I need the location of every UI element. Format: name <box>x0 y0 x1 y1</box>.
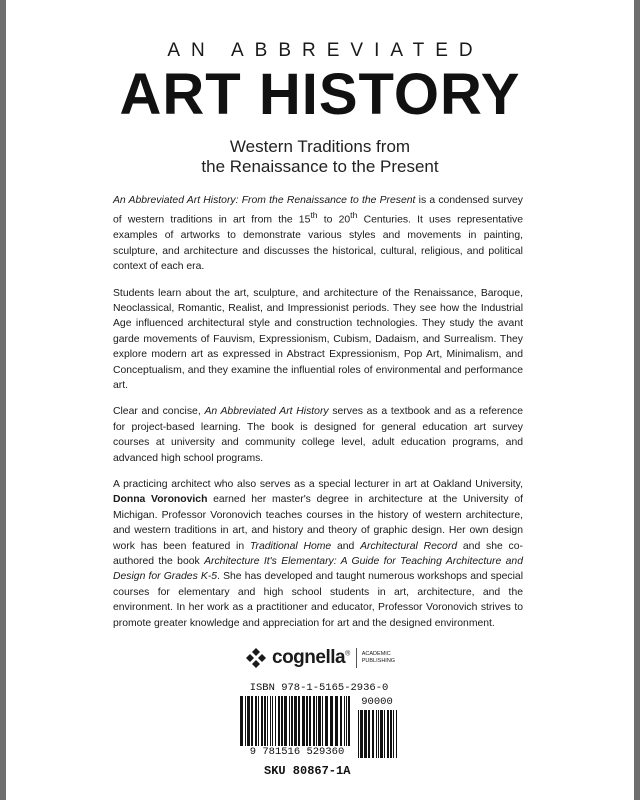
text-run: A practicing architect who also serves as a special lecturer in art at Oakland University, <box>113 478 523 490</box>
registered-mark: ® <box>345 650 350 658</box>
barcode-bar <box>340 696 342 746</box>
isbn-number: ISBN 978-1-5165-2936-0 <box>249 682 389 694</box>
barcode-bar <box>380 710 383 758</box>
text-run: serves as a textbook and as a reference for project-based learning. The book is designed for general education art survey courses at university and community college level, adult education programs, and advanced high school programs. <box>113 406 523 464</box>
barcode-bar <box>247 696 250 746</box>
blurb <box>113 193 523 642</box>
barcode-bar <box>358 710 359 758</box>
barcode-bar <box>316 696 317 746</box>
barcode-bar <box>378 710 379 758</box>
barcode-bar <box>270 696 271 746</box>
barcode-bar <box>396 710 397 758</box>
barcode-bar <box>344 696 345 746</box>
tagline-line: ACADEMIC <box>361 651 391 657</box>
barcode-bar <box>264 696 266 746</box>
subtitle-line: Western Traditions from <box>229 137 411 156</box>
barcode-bar <box>322 696 323 746</box>
ean-number: 9 781516 529360 <box>242 746 352 758</box>
text-run: Centuries. It uses representative examples of artworks to demonstrate various styles and movements in painting, sculpture, and architecture and discusses the historical, cultural, religious, and political context of each era. <box>113 214 523 273</box>
barcode-bar <box>278 696 280 746</box>
title-kicker: AN ABBREVIATED <box>167 40 484 61</box>
ordinal-suffix: th <box>310 210 318 221</box>
book-title-ref: An Abbreviated Art History <box>204 406 329 418</box>
publisher-name-text: cognella <box>272 647 346 668</box>
barcode-bar <box>364 710 367 758</box>
barcode-bar <box>298 696 300 746</box>
book-title: ART HISTORY <box>119 62 521 127</box>
ordinal-suffix: th <box>350 210 358 221</box>
text-run: earned her master's degree in architecture at the University of Michigan. Professor Voronovich teaches courses in the history of western architecture, and western traditions in art, and history and theory of graphic design. Her own design work has been featured in <box>113 494 523 552</box>
blurb-paragraph-content: Students learn about the art, sculpture, and architecture of the Renaissance, Baroque, Neoclassical, Romantic, Realist, and Impressionist periods. They see how the Industrial Age influenced architectural style and construction technologies. They study the avant garde movements of Fauvism, Expressionism, Cubism, Dadaism, and Surrealism. They explore modern art as expressed in Abstract Expressionism, Pop Art, Minimalism, and Conceptualism, and they examine the influential roles of environmental and performance art. <box>113 287 523 391</box>
sku-code: SKU 80867-1A <box>264 764 351 778</box>
text-run: Clear and concise, <box>113 406 205 418</box>
barcode-bar <box>368 710 370 758</box>
barcode-bar <box>325 696 328 746</box>
text-run: and she co-authored the book <box>113 540 523 567</box>
coauthored-book-title: Architecture It's Elementary: A Guide for Teaching Architecture and Design for Grades K-5 <box>113 556 523 583</box>
blurb-paragraph-use <box>113 404 523 466</box>
barcode-bar <box>313 696 315 746</box>
barcode-bar <box>330 696 333 746</box>
publisher-name <box>272 647 350 669</box>
barcode-bar <box>272 696 273 746</box>
barcode-bar <box>294 696 297 746</box>
barcode-bar <box>302 696 305 746</box>
barcode-bar <box>318 696 321 746</box>
cognella-logo-icon <box>244 646 268 670</box>
barcode-bar <box>390 710 392 758</box>
price-addon: 90000 <box>361 696 393 708</box>
barcode-bar <box>393 710 394 758</box>
barcode-bar <box>251 696 253 746</box>
barcode-bar <box>284 696 287 746</box>
barcode-bar <box>281 696 283 746</box>
barcode-bar <box>306 696 308 746</box>
author-name: Donna Voronovich <box>113 494 208 506</box>
text-run: . She has developed and taught numerous workshops and special courses for elementary and high school students in art, architecture, and the environment. In her work as a practitioner and educator, Professor Voronovich strives to promote greater knowledge and appreciation for art and the designed environment. <box>113 571 524 629</box>
barcode-bar <box>348 696 350 746</box>
barcode-bar <box>258 696 259 746</box>
barcode-bar <box>255 696 257 746</box>
book-back-cover <box>6 0 634 800</box>
publisher-logo <box>244 645 395 671</box>
barcode-bar <box>335 696 338 746</box>
book-title-ref: An Abbreviated Art History: From the Renaissance to the Present <box>113 195 416 206</box>
logo-divider <box>356 648 357 668</box>
barcode-bar <box>261 696 263 746</box>
book-subtitle <box>6 137 634 177</box>
barcode-bar <box>267 696 268 746</box>
magazine-title: Traditional Home <box>249 540 332 552</box>
barcode-bar <box>240 696 243 746</box>
blurb-paragraph-author <box>113 477 523 631</box>
barcode-bar <box>291 696 293 746</box>
text-run: is a condensed survey of western traditions in art from the 15 <box>113 195 523 226</box>
tagline-line: PUBLISHING <box>361 658 396 664</box>
blurb-paragraph-summary <box>113 193 523 275</box>
barcode-bar <box>372 710 374 758</box>
magazine-title: Architectural Record <box>360 540 458 552</box>
barcode-bar <box>309 696 311 746</box>
barcode-bar <box>275 696 276 746</box>
text-run: and <box>331 540 361 552</box>
barcode-bar <box>384 710 385 758</box>
publisher-tagline <box>362 651 395 665</box>
isbn-barcode <box>236 682 402 762</box>
barcode-bar <box>387 710 389 758</box>
barcode-bar <box>360 710 363 758</box>
barcode-bar <box>245 696 246 746</box>
barcode-bar <box>346 696 347 746</box>
text-run: to 20 <box>317 214 351 226</box>
barcode-bar <box>289 696 290 746</box>
barcode-bar <box>376 710 377 758</box>
subtitle-line: the Renaissance to the Present <box>201 157 439 176</box>
